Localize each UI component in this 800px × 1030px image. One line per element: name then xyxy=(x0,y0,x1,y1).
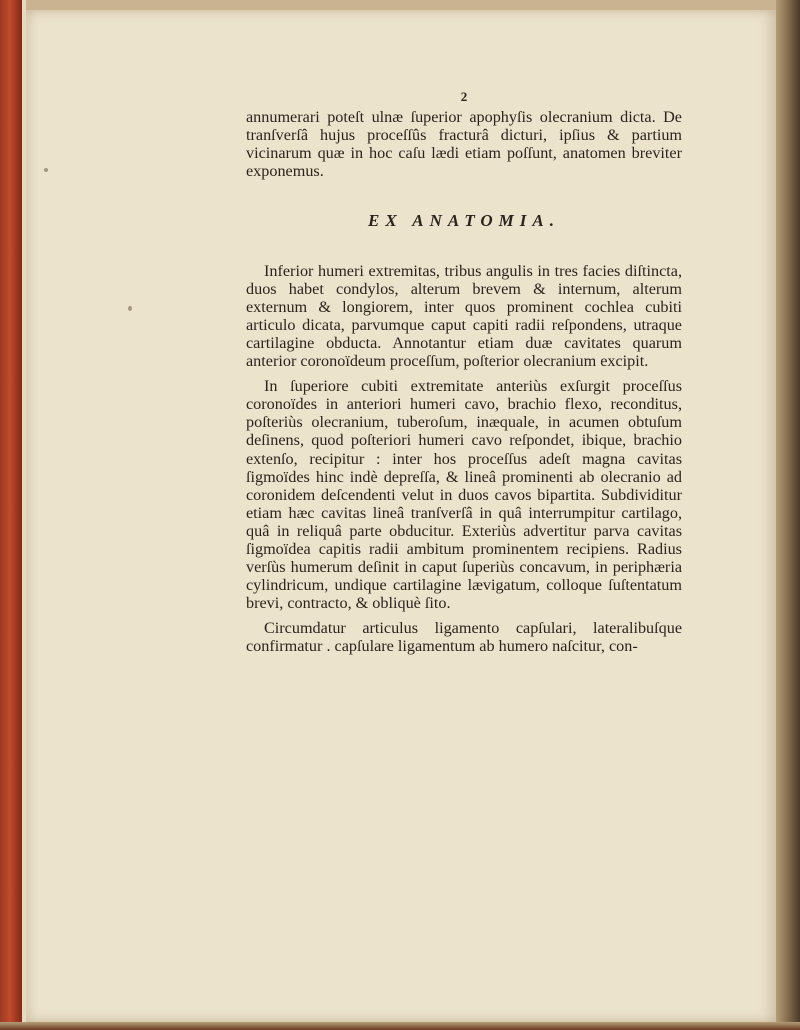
paragraph-2: In ſuperiore cubiti extremitate anteriùs exſurgit proceſſus coronoïdes in anteriori humeri cavo, brachio flexo, reconditus, poſteriùs olecranium, tuberoſum, inæquale, in acumen obtuſum deſinens, quod poſteriori humeri cavo reſpondet, ibique, brachio extenſo, recipitur : inter hos proceſſus adeſt magna cavitas ſigmoïdes hinc indè depreſſa, & lineâ prominenti ab olecranio ad coronidem deſcendenti velut in duos cavos bipartita. Subdividitur etiam hæc cavitas lineâ tranſverſâ in quâ interrumpitur cartilago, quâ in reliquâ parte obducitur. Exteriùs advertitur parva cavitas ſigmoïdea capitis radii ambitum prominentem recipiens. Radius verſùs humerum deſinit in caput ſuperiùs concavum, in periphæria cylindricum, undique cartilagine lævigatum, colloque ſuſtentatum brevi, contracto, & obliquè ſito. xyxy=(246,377,682,613)
section-heading: EX ANATOMIA. xyxy=(368,211,560,231)
book-bottom-edge xyxy=(0,1022,800,1030)
book-page xyxy=(26,10,776,1022)
book-binding xyxy=(0,0,22,1030)
paragraph-3: Circumdatur articulus ligamento capſulari, lateralibuſque confirmatur . capſulare ligamentum ab humero naſcitur, con- xyxy=(246,619,682,656)
foxing-spot xyxy=(44,168,48,172)
paragraph-1: Inferior humeri extremitas, tribus angulis in tres facies diſtincta, duos habet condylos, alterum brevem & internum, alterum externum & longiorem, inter quos prominent cochlea cubiti articulo dicata, parvumque caput capiti radii reſpondens, utraque cartilagine obducta. Annotantur etiam duæ cavitates quarum anterior coronoïdeum proceſſum, poſterior olecranium excipit. xyxy=(246,261,682,371)
book-right-edge xyxy=(776,0,800,1030)
paragraph-intro: annumerari poteſt ulnæ ſuperior apophyſis olecranium dicta. De tranſverſâ hujus proceſſûs fracturâ dicturi, ipſius & partium vicinarum quæ in hoc caſu lædi etiam poſſunt, anatomen breviter exponemus. xyxy=(246,108,682,181)
text-block xyxy=(246,88,682,656)
page-number: 2 xyxy=(460,89,468,104)
foxing-spot xyxy=(128,306,132,311)
